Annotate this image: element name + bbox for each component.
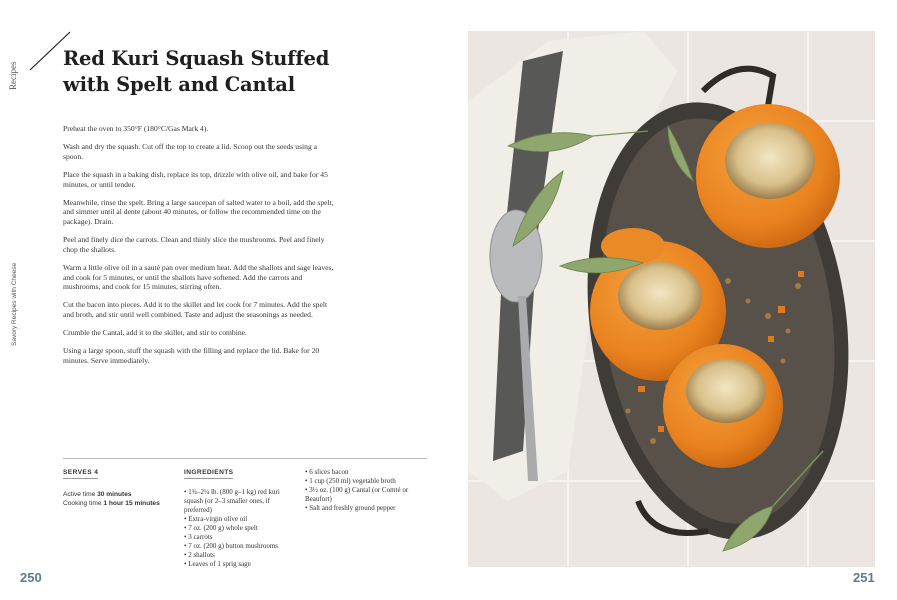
step: Warm a little olive oil in a sauté pan over medium heat. Add the shallots and sage leaves, and cook for 5 minutes, or until the shallots have softened. Add the carrots and mushrooms, and cook for 15 minutes, stirring often. (63, 262, 334, 292)
step: Wash and dry the squash. Cut off the top to create a lid. Scoop out the seeds using a spoon. (63, 142, 318, 161)
recipe-title (63, 46, 383, 98)
cooking-time-label: Cooking time (63, 500, 102, 507)
ingredient-item: • 1¾–2¼ lb. (800 g–1 kg) red kuri squash (or 2–3 smaller ones, if preferred) (184, 488, 280, 514)
step: Cut the bacon into pieces. Add it to the skillet and let cook for 7 minutes. Add the spelt and broth, and stir until well combined. Taste and adjust the seasonings as needed. (63, 300, 328, 319)
recipe-title-line-1: Red Kuri Squash Stuffed (63, 47, 330, 70)
ingredients-list-1 (184, 488, 299, 569)
page-number-left: 250 (20, 570, 42, 585)
cooking-time (63, 499, 178, 508)
ingredient-item: • 3 carrots (184, 533, 213, 541)
active-time-label: Active time (63, 491, 96, 498)
ingredients-list-2 (305, 468, 420, 513)
method-steps (63, 124, 338, 374)
ingredient-item: • Leaves of 1 sprig sage (184, 560, 251, 568)
ingredient-item: • 2 shallots (184, 551, 215, 559)
active-time (63, 490, 178, 499)
times-list (63, 490, 178, 508)
section-label: Recipes (8, 61, 18, 90)
ingredient-item: • 1 cup (250 ml) vegetable broth (305, 477, 396, 485)
step: Crumble the Cantal, add it to the skillet, and stir to combine. (63, 328, 247, 338)
ingredients-block-2 (305, 468, 420, 513)
recipe-title-line-2: with Spelt and Cantal (63, 73, 295, 96)
book-title: Savory Recipes with Cheese (11, 262, 18, 346)
cooking-time-value: 1 hour 15 minutes (103, 500, 160, 507)
ingredient-item: • 7 oz. (200 g) button mushrooms (184, 542, 279, 550)
step: Peel and finely dice the carrots. Clean and thinly slice the mushrooms. Peel and finely chop the shallots. (63, 235, 325, 254)
serves-block (63, 468, 178, 508)
ingredient-item: • 3½ oz. (100 g) Cantal (or Comté or Beaufort) (305, 486, 409, 503)
ingredients-block (184, 468, 299, 569)
step: Using a large spoon, stuff the squash with the filling and replace the lid. Bake for 20 minutes. Serve immediately. (63, 346, 320, 365)
serves-heading: SERVES 4 (63, 468, 98, 479)
ingredient-item: • Extra-virgin olive oil (184, 515, 248, 523)
step: Meanwhile, rinse the spelt. Bring a large saucepan of salted water to a boil, add the spelt, and simmer until al dente (about 40 minutes, or follow the recommended time on the package). Drain. (63, 197, 334, 226)
ingredient-item: • 6 slices bacon (305, 468, 349, 476)
recipe-photo (468, 31, 875, 567)
ingredient-item: • Salt and freshly ground pepper (305, 504, 396, 512)
ingredient-item: • 7 oz. (200 g) whole spelt (184, 524, 258, 532)
active-time-value: 30 minutes (97, 491, 132, 498)
step: Place the squash in a baking dish, replace its top, drizzle with olive oil, and bake for 45 minutes, or until tender. (63, 169, 328, 189)
section-divider (63, 458, 427, 459)
ingredients-heading: INGREDIENTS (184, 468, 233, 479)
step: Preheat the oven to 350°F (180°C/Gas Mark 4). (63, 124, 209, 133)
page-number-right: 251 (853, 570, 875, 585)
